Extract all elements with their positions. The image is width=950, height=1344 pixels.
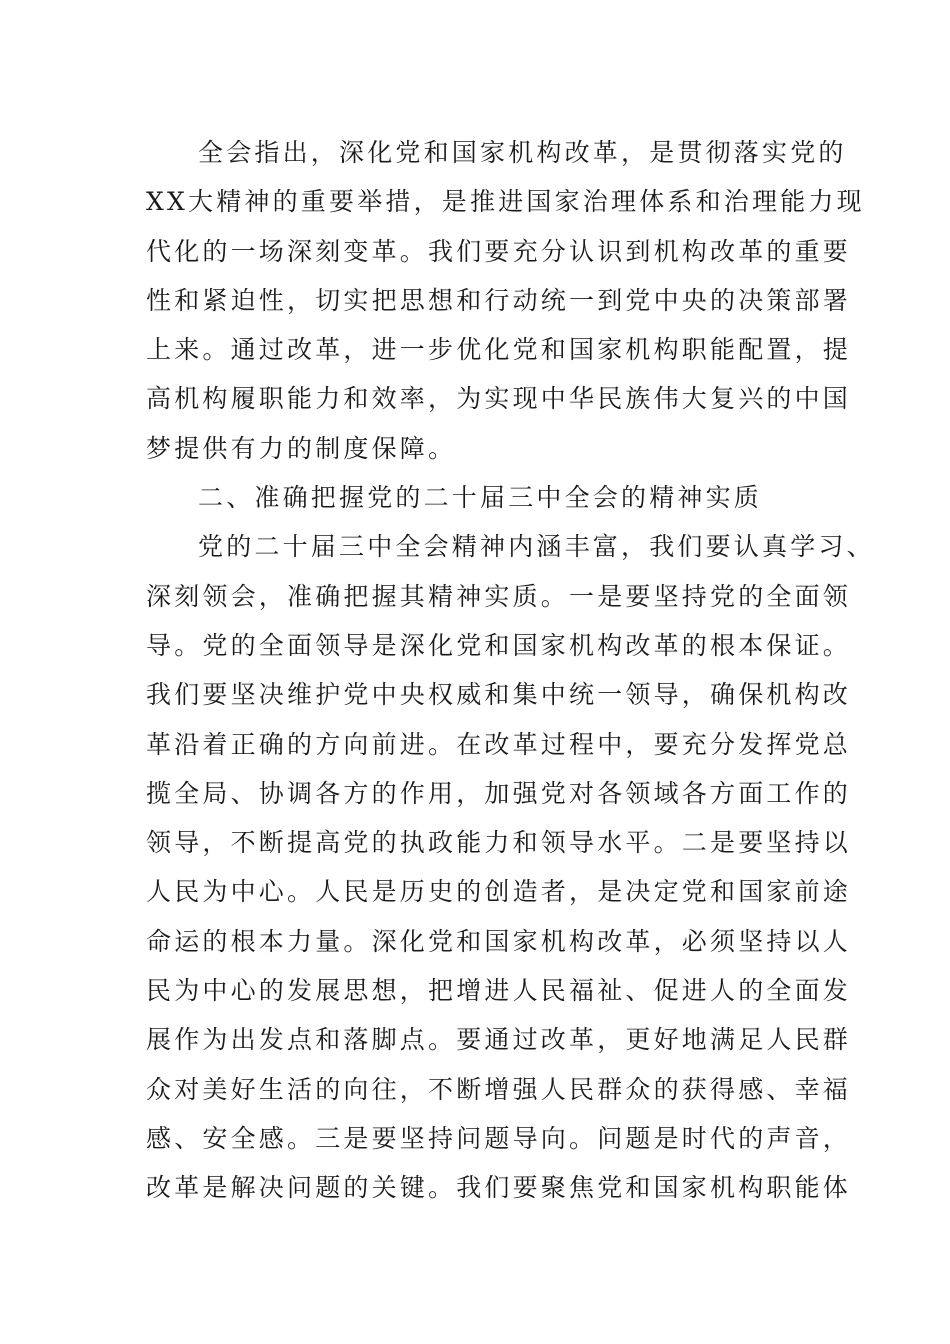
paragraph-2-line-9: 命运的根本力量。深化党和国家机构改革，必须坚持以人 [146,926,852,956]
paragraph-2-line-13: 感、安全感。三是要坚持问题导向。问题是时代的声音， [146,1123,852,1153]
paragraph-2-line-8: 人民为中心。人民是历史的创造者，是决定党和国家前途 [146,877,852,907]
document-body [146,128,875,1213]
paragraph-2-line-7: 领导，不断提高党的执政能力和领导水平。二是要坚持以 [146,828,852,858]
paragraph-2-line-11: 展作为出发点和落脚点。要通过改革，更好地满足人民群 [146,1025,852,1055]
paragraph-2-line-1: 党的二十届三中全会精神内涵丰富，我们要认真学习、 [198,532,875,562]
paragraph-1-line-2: XX大精神的重要举措，是推进国家治理体系和治理能力现 [146,187,865,217]
paragraph-2-line-3: 导。党的全面领导是深化党和国家机构改革的根本保证。 [146,630,852,660]
paragraph-1-line-1: 全会指出，深化党和国家机构改革，是贯彻落实党的 [198,138,847,167]
paragraph-1-line-5: 上来。通过改革，进一步优化党和国家机构职能配置，提 [146,335,852,365]
paragraph-1-line-3: 代化的一场深刻变革。我们要充分认识到机构改革的重要 [146,236,852,266]
paragraph-2-line-14: 改革是解决问题的关键。我们要聚焦党和国家机构职能体 [146,1173,852,1203]
paragraph-2-line-10: 民为中心的发展思想，把增进人民福祉、促进人的全面发 [146,976,852,1006]
section-heading: 二、准确把握党的二十届三中全会的精神实质 [198,483,763,513]
paragraph-2-line-12: 众对美好生活的向往，不断增强人民群众的获得感、幸福 [146,1074,852,1104]
paragraph-1-line-4: 性和紧迫性，切实把思想和行动统一到党中央的决策部署 [146,285,852,315]
paragraph-2-line-2: 深刻领会，准确把握其精神实质。一是要坚持党的全面领 [146,581,852,611]
paragraph-2-line-6: 揽全局、协调各方的作用，加强党对各领域各方面工作的 [146,778,852,808]
paragraph-2-line-4: 我们要坚决维护党中央权威和集中统一领导，确保机构改 [146,680,852,710]
paragraph-2-line-5: 革沿着正确的方向前进。在改革过程中，要充分发挥党总 [146,729,852,759]
paragraph-1-line-6: 高机构履职能力和效率，为实现中华民族伟大复兴的中国 [146,384,852,414]
paragraph-1-line-7: 梦提供有力的制度保障。 [146,433,457,463]
